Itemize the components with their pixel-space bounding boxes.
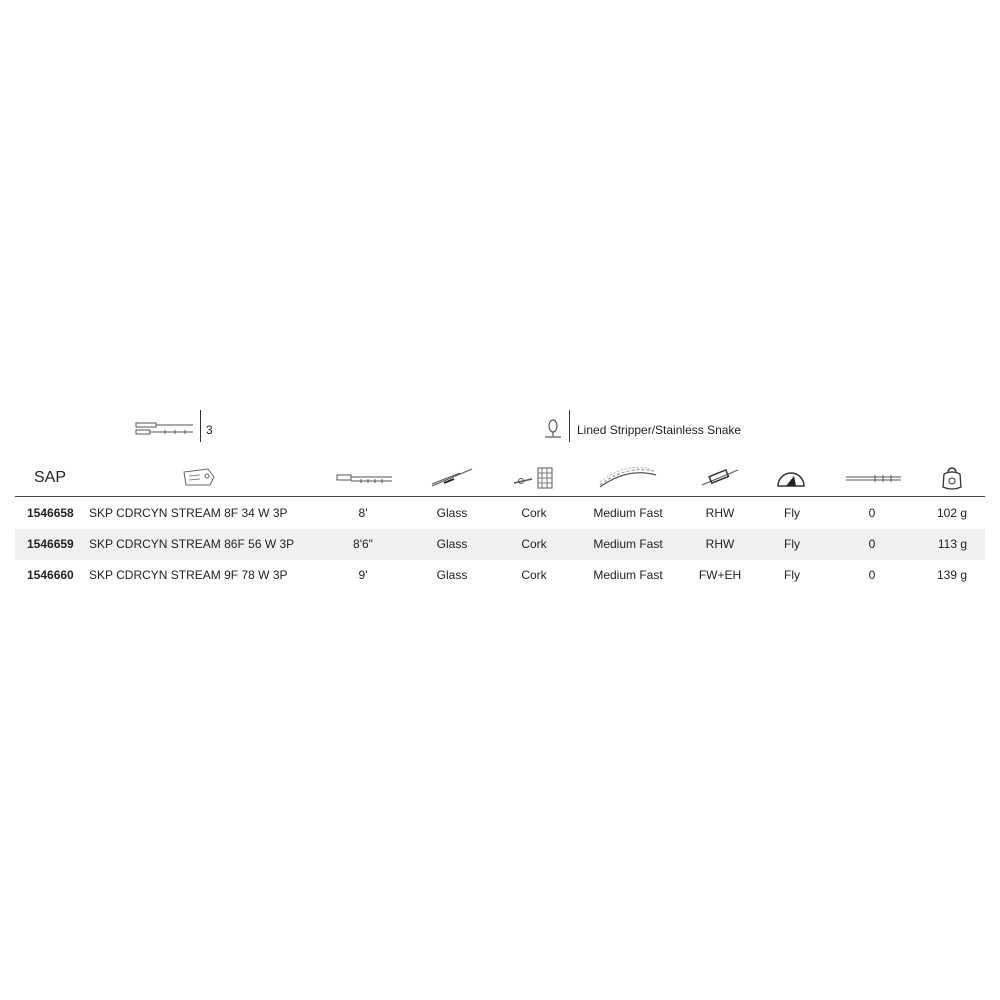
material-cell: Glass	[436, 537, 468, 551]
pieces-info	[130, 410, 230, 440]
name-cell: SKP CDRCYN STREAM 86F 56 W 3P	[89, 537, 295, 551]
length-cell: 8'	[358, 506, 368, 520]
handle-cell: Cork	[521, 506, 547, 520]
weight-cell: 102 g	[936, 506, 967, 520]
handle-cell: Cork	[521, 568, 547, 582]
reel-seat-icon	[700, 467, 740, 489]
action-cell: Medium Fast	[593, 568, 663, 582]
pieces-value: 3	[206, 423, 213, 437]
table-row	[15, 560, 985, 591]
extra-cell: 0	[868, 506, 876, 520]
weight-cell: 139 g	[936, 568, 967, 582]
type-icon	[776, 468, 806, 488]
sap-cell: 1546659	[27, 537, 74, 551]
material-icon	[430, 467, 474, 489]
action-cell: Medium Fast	[593, 537, 663, 551]
header-divider	[15, 496, 985, 497]
action-icon	[598, 465, 660, 489]
sap-cell: 1546658	[27, 506, 74, 520]
guides-info	[538, 410, 798, 440]
weight-cell: 113 g	[937, 537, 967, 551]
material-cell: Glass	[436, 506, 468, 520]
action-cell: Medium Fast	[593, 506, 663, 520]
type-cell: Fly	[784, 568, 800, 582]
length-icon	[336, 472, 394, 484]
guide-ring-icon	[542, 418, 564, 440]
extra-cell: 0	[868, 568, 876, 582]
handle-icon	[512, 465, 556, 491]
rod-pieces-icon	[135, 422, 195, 438]
sections-icon	[845, 472, 903, 484]
type-cell: Fly	[784, 537, 800, 551]
name-cell: SKP CDRCYN STREAM 8F 34 W 3P	[89, 506, 288, 520]
table-row	[15, 529, 985, 560]
handle-cell: Cork	[521, 537, 547, 551]
material-cell: Glass	[436, 568, 468, 582]
length-cell: 9'	[358, 568, 368, 582]
extra-cell: 0	[868, 537, 876, 551]
name-cell: SKP CDRCYN STREAM 9F 78 W 3P	[89, 568, 288, 582]
sap-header: SAP	[34, 469, 67, 486]
weight-icon	[940, 464, 964, 492]
guides-text: Lined Stripper/Stainless Snake	[577, 423, 742, 437]
reel-seat-cell: RHW	[705, 537, 735, 551]
length-cell: 8'6"	[353, 537, 373, 551]
type-cell: Fly	[784, 506, 800, 520]
reel-seat-cell: RHW	[705, 506, 735, 520]
reel-seat-cell: FW+EH	[698, 568, 742, 582]
product-tag-icon	[182, 467, 216, 487]
table-row	[15, 498, 985, 529]
sap-cell: 1546660	[27, 568, 74, 582]
